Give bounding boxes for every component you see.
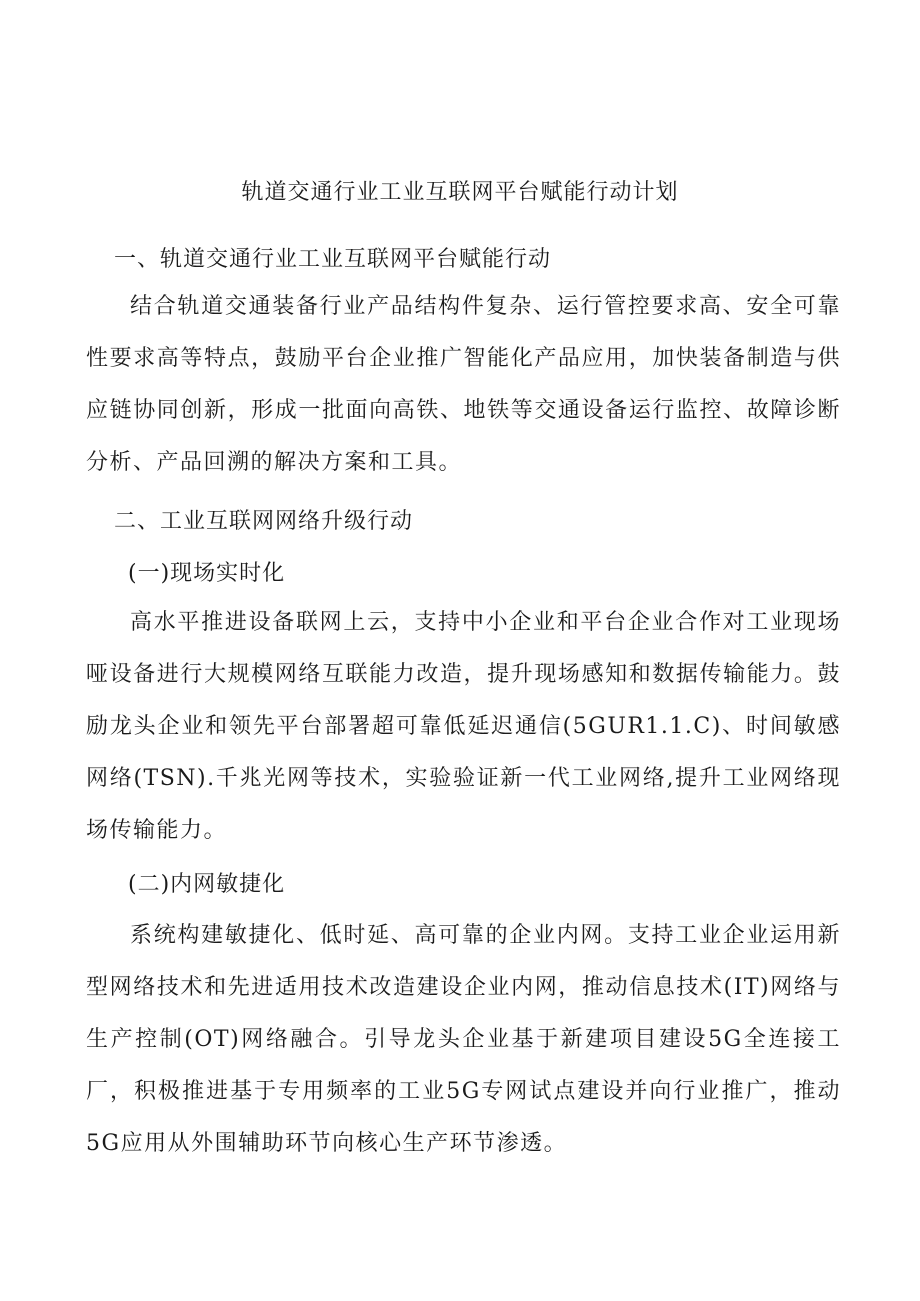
subsection-2-paragraph: 系统构建敏捷化、低时延、高可靠的企业内网。支持工业企业运用新型网络技术和先进适用技术改造建设企业内网，推动信息技术(IT)网络与生产控制(OT)网络融合。引导龙头企业基于新建项目建设5G全连接工厂，积极推进基于专用频率的工业5G专网试点建设并向行业推广，推动5G应用从外围辅助环节向核心生产环节渗透。: [86, 923, 841, 1156]
subsection-2-heading: (二)内网敏捷化: [128, 872, 286, 897]
section-2-heading: 二、工业互联网网络升级行动: [114, 509, 414, 534]
section-1-heading: 一、轨道交通行业工业互联网平台赋能行动: [114, 247, 552, 272]
subsection-1-paragraph: 高水平推进设备联网上云，支持中小企业和平台企业合作对工业现场哑设备进行大规模网络互联能力改造，提升现场感知和数据传输能力。鼓励龙头企业和领先平台部署超可靠低延迟通信(5GUR1.1.C)、时间敏感网络(TSN).千兆光网等技术，实验验证新一代工业网络,提升工业网络现场传输能力。: [86, 610, 841, 843]
subsection-1-heading: (一)现场实时化: [128, 561, 286, 586]
section-1-paragraph: 结合轨道交通装备行业产品结构件复杂、运行管控要求高、安全可靠性要求高等特点，鼓励平台企业推广智能化产品应用，加快装备制造与供应链协同创新，形成一批面向高铁、地铁等交通设备运行监控、故障诊断分析、产品回溯的解决方案和工具。: [86, 294, 841, 475]
document-title: 轨道交通行业工业互联网平台赋能行动计划: [241, 180, 679, 205]
